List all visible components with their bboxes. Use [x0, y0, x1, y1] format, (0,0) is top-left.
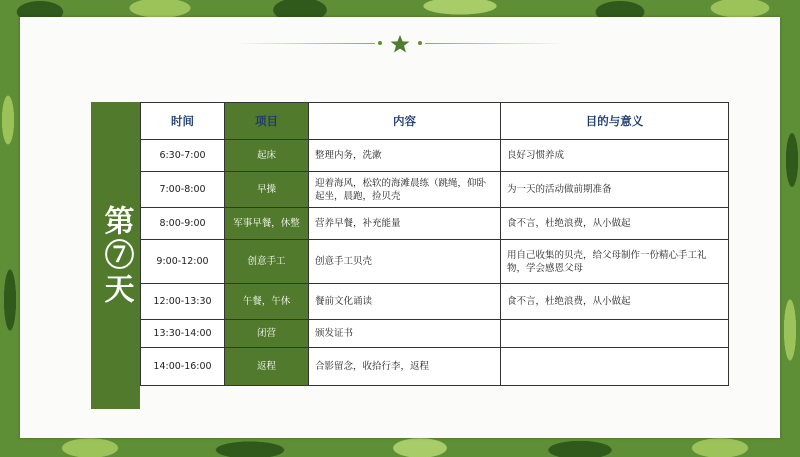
- content-cell: 创意手工贝壳: [309, 240, 501, 284]
- header-purpose: 目的与意义: [501, 103, 729, 140]
- content-cell: 营养早餐，补充能量: [309, 208, 501, 240]
- header-time: 时间: [141, 103, 225, 140]
- content-cell: 餐前文化诵读: [309, 284, 501, 320]
- purpose-cell: 用自己收集的贝壳，给父母制作一份精心手工礼物，学会感恩父母: [501, 240, 729, 284]
- time-cell: 14:00-16:00: [141, 348, 225, 386]
- item-cell: 闭营: [225, 320, 309, 348]
- time-cell: 13:30-14:00: [141, 320, 225, 348]
- time-cell: 6:30-7:00: [141, 140, 225, 172]
- header-content: 内容: [309, 103, 501, 140]
- star-icon: [390, 34, 410, 54]
- item-cell: 早操: [225, 172, 309, 208]
- content-cell: 整理内务，洗漱: [309, 140, 501, 172]
- decor-dot-right: [418, 41, 422, 45]
- content-cell: 迎着海风，松软的海滩晨练（跳绳，仰卧起坐，晨跑，捡贝壳: [309, 172, 501, 208]
- purpose-cell: 为一天的活动做前期准备: [501, 172, 729, 208]
- time-cell: 12:00-13:30: [141, 284, 225, 320]
- purpose-cell: [501, 320, 729, 348]
- item-cell: 午餐，午休: [225, 284, 309, 320]
- table-header-row: [141, 103, 729, 140]
- time-cell: 7:00-8:00: [141, 172, 225, 208]
- decor-line-left: [235, 43, 375, 44]
- header-item: 项目: [225, 103, 309, 140]
- schedule-table: [140, 102, 729, 386]
- purpose-cell: 食不言，杜绝浪费，从小做起: [501, 284, 729, 320]
- decor-dot-left: [378, 41, 382, 45]
- table-row: [141, 172, 729, 208]
- content-cell: 颁发证书: [309, 320, 501, 348]
- decor-line-right: [425, 43, 565, 44]
- table-row: [141, 320, 729, 348]
- day-label: 第⑦天: [98, 204, 134, 307]
- table-row: [141, 284, 729, 320]
- table-row: [141, 348, 729, 386]
- time-cell: 8:00-9:00: [141, 208, 225, 240]
- item-cell: 起床: [225, 140, 309, 172]
- day-label-bar: [91, 102, 140, 409]
- item-cell: 军事早餐，休整: [225, 208, 309, 240]
- table-row: [141, 240, 729, 284]
- item-cell: 返程: [225, 348, 309, 386]
- table-row: [141, 140, 729, 172]
- table-row: [141, 208, 729, 240]
- purpose-cell: [501, 348, 729, 386]
- content-cell: 合影留念，收拾行李，返程: [309, 348, 501, 386]
- item-cell: 创意手工: [225, 240, 309, 284]
- time-cell: 9:00-12:00: [141, 240, 225, 284]
- purpose-cell: 良好习惯养成: [501, 140, 729, 172]
- title-decoration: [0, 34, 800, 54]
- purpose-cell: 食不言，杜绝浪费，从小做起: [501, 208, 729, 240]
